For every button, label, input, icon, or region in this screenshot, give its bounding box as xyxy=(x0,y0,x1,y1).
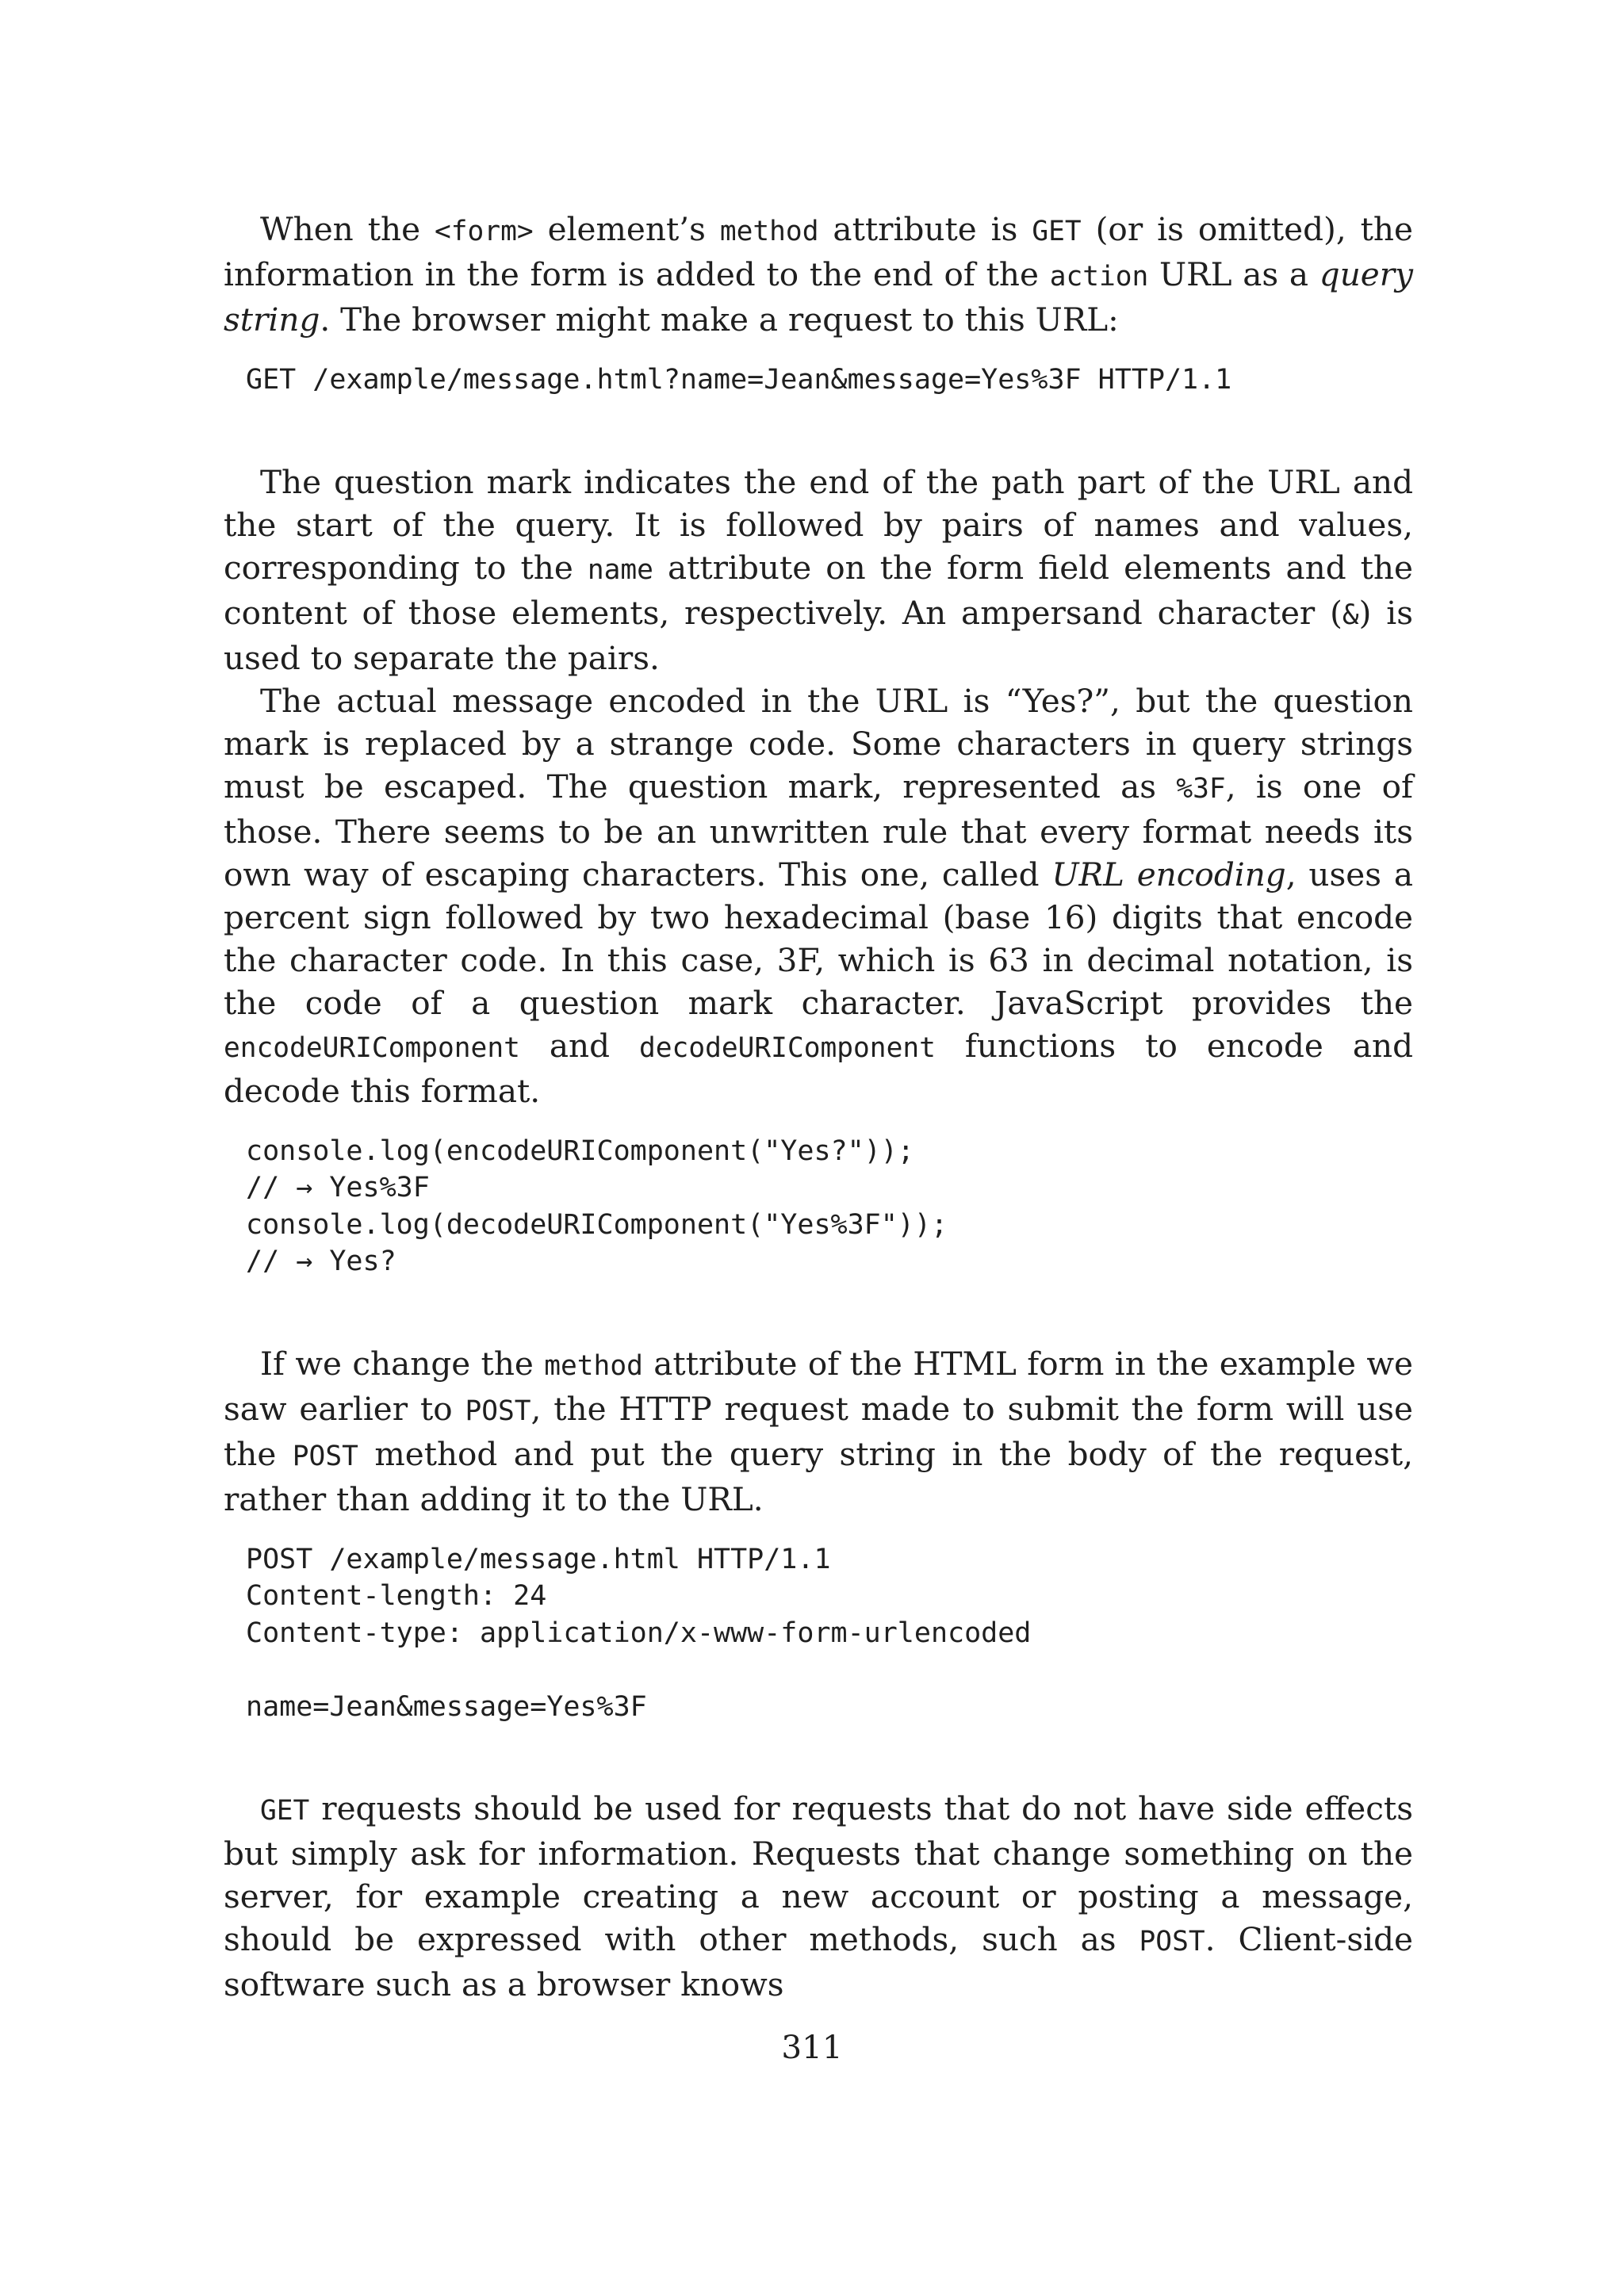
spacer xyxy=(224,1112,1413,1133)
text-run: requests should be used for requests that do not have side effects but simply ask for information. Requests that change something on the server, for example creating a new account or posting a message, should be expressed with other methods, such as xyxy=(224,1789,1413,1958)
inline-code: GET xyxy=(1032,216,1082,247)
text-run: attribute on the form field elements and the content of those elements, respectively. An ampersand character ( xyxy=(224,548,1413,632)
text-run: If we change the xyxy=(260,1344,545,1383)
code-line: console.log(encodeURIComponent("Yes?")); xyxy=(246,1135,914,1167)
text-run: , is one of those. There seems to be an unwritten rule that every format needs its own way of escaping characters. This one, called xyxy=(224,767,1413,894)
text-run: (or is omitted), the information in the form is added to the end of the xyxy=(224,210,1413,293)
inline-code: method xyxy=(544,1349,643,1382)
inline-code: POST xyxy=(292,1440,358,1472)
text-run: The question mark indicates the end of the path part of the URL and the start of the query. It is followed by pairs of names and values, corresponding to the xyxy=(224,462,1413,587)
spacer xyxy=(224,1725,1413,1787)
code-line: name=Jean&message=Yes%3F xyxy=(246,1690,647,1723)
inline-code: encodeURIComponent xyxy=(224,1031,520,1064)
code-block xyxy=(224,1133,1413,1280)
text-run: When the xyxy=(260,210,435,248)
text-run: The actual message encoded in the URL is “Yes?”, but the question mark is replaced by a strange code. Some characters in query strings must be escaped. The question mark, represented as xyxy=(224,681,1413,806)
spacer xyxy=(224,399,1413,461)
code-line: Content-length: 24 xyxy=(246,1580,547,1612)
code-line: GET /example/message.html?name=Jean&message=Yes%3F HTTP/1.1 xyxy=(246,364,1232,396)
text-run: attribute of the HTML form in the example we saw earlier to xyxy=(224,1344,1413,1428)
text-run: method and put the query string in the body of the request, rather than adding it to the URL. xyxy=(224,1434,1414,1518)
inline-code: GET xyxy=(260,1795,310,1827)
code-line: // → Yes%3F xyxy=(246,1172,430,1203)
spacer xyxy=(224,341,1413,362)
spacer xyxy=(224,1280,1413,1342)
paragraph xyxy=(224,208,1413,341)
inline-code: action xyxy=(1049,261,1149,293)
text-run: ) is used to separate the pairs. xyxy=(224,593,1413,677)
text-run: URL as a xyxy=(1148,255,1320,293)
code-line: console.log(decodeURIComponent("Yes%3F")); xyxy=(246,1208,948,1241)
inline-code: name xyxy=(587,553,653,586)
inline-code: method xyxy=(719,216,819,247)
text-run: element’s xyxy=(533,210,720,248)
spacer xyxy=(224,1521,1413,1541)
code-block xyxy=(224,362,1413,399)
code-block xyxy=(224,1541,1413,1726)
text-run: and xyxy=(519,1026,640,1065)
emphasis-text: URL encoding xyxy=(1051,855,1286,894)
text-run: . The browser might make a request to this URL: xyxy=(320,300,1119,339)
text-run: , the HTTP request made to submit the form will use the xyxy=(224,1389,1414,1473)
text-run: , uses a percent sign followed by two hexadecimal (base 16) digits that encode the character code. In this case, 3F, which is 63 in decimal notation, is the code of a question mark character. JavaScript provides the xyxy=(224,855,1413,1022)
code-line xyxy=(246,1651,1413,1689)
code-line: Content-type: application/x-www-form-urlencoded xyxy=(246,1617,1032,1649)
code-line: // → Yes? xyxy=(246,1246,396,1277)
code-line: POST /example/message.html HTTP/1.1 xyxy=(246,1543,831,1575)
paragraph xyxy=(224,1342,1413,1521)
paragraph xyxy=(224,1787,1413,2006)
page-body xyxy=(224,208,1413,2006)
paragraph xyxy=(224,461,1413,679)
inline-code: decodeURIComponent xyxy=(639,1031,936,1064)
text-run: functions to encode and decode this format. xyxy=(224,1026,1413,1110)
inline-code: <form> xyxy=(435,216,534,247)
inline-code: & xyxy=(1342,599,1359,631)
page-number: 311 xyxy=(781,2028,843,2066)
inline-code: POST xyxy=(465,1395,531,1427)
inline-code: POST xyxy=(1139,1926,1205,1957)
paragraph xyxy=(224,679,1413,1112)
emphasis-text: query string xyxy=(224,255,1413,339)
inline-code: %3F xyxy=(1176,772,1226,805)
text-run: . Client-side software such as a browser knows xyxy=(224,1920,1413,2003)
text-run: attribute is xyxy=(818,210,1032,248)
